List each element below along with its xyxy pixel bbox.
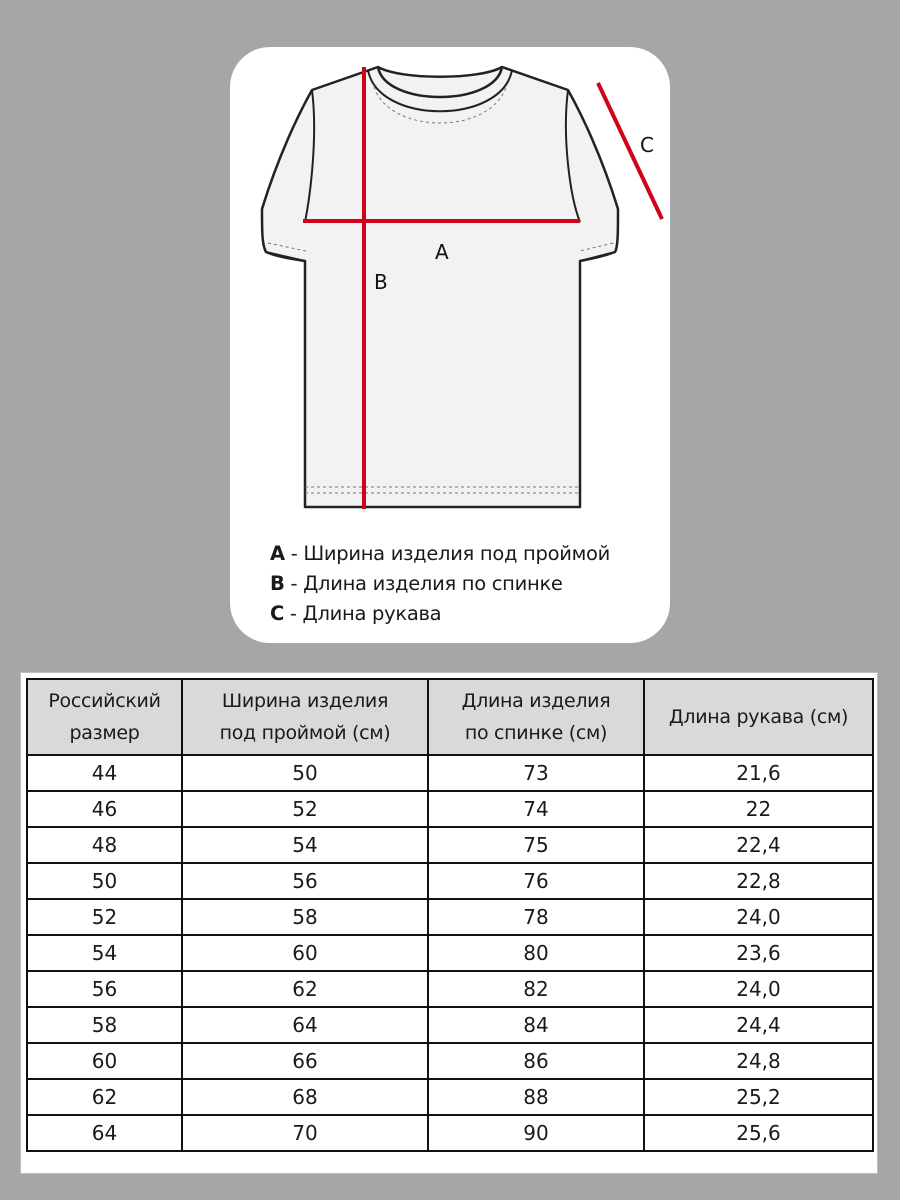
table-cell: 22: [644, 791, 873, 827]
table-cell: 86: [428, 1043, 644, 1079]
table-cell: 60: [27, 1043, 182, 1079]
tshirt-outline: [262, 67, 618, 507]
table-row: [27, 899, 873, 935]
table-cell: 70: [182, 1115, 428, 1151]
table-cell: 90: [428, 1115, 644, 1151]
table-cell: 24,8: [644, 1043, 873, 1079]
diagram-card: [230, 47, 670, 643]
table-row: [27, 935, 873, 971]
table-cell: 23,6: [644, 935, 873, 971]
label-a: A: [435, 240, 449, 264]
table-cell: 48: [27, 827, 182, 863]
legend-item-a: A - Ширина изделия под проймой: [270, 542, 610, 565]
table-cell: 80: [428, 935, 644, 971]
table-cell: 62: [182, 971, 428, 1007]
table-cell: 24,0: [644, 899, 873, 935]
table-cell: 25,2: [644, 1079, 873, 1115]
table-cell: 84: [428, 1007, 644, 1043]
table-row: [27, 791, 873, 827]
header-sleeve: Длина рукава (см): [644, 679, 873, 755]
table-cell: 21,6: [644, 755, 873, 791]
table-cell: 50: [27, 863, 182, 899]
table-cell: 58: [182, 899, 428, 935]
table-cell: 54: [27, 935, 182, 971]
table-cell: 60: [182, 935, 428, 971]
table-cell: 73: [428, 755, 644, 791]
header-width: Ширина изделия под проймой (см): [182, 679, 428, 755]
legend-item-b: B - Длина изделия по спинке: [270, 572, 563, 595]
table-cell: 54: [182, 827, 428, 863]
table-cell: 25,6: [644, 1115, 873, 1151]
table-cell: 64: [182, 1007, 428, 1043]
table-cell: 22,4: [644, 827, 873, 863]
table-row: [27, 755, 873, 791]
size-table-container: [20, 672, 878, 1174]
table-cell: 88: [428, 1079, 644, 1115]
table-cell: 46: [27, 791, 182, 827]
table-cell: 22,8: [644, 863, 873, 899]
label-b: B: [374, 270, 388, 294]
header-russian-size: Российский размер: [27, 679, 182, 755]
legend: [270, 539, 610, 629]
table-row: [27, 863, 873, 899]
table-cell: 75: [428, 827, 644, 863]
table-cell: 52: [27, 899, 182, 935]
table-cell: 56: [27, 971, 182, 1007]
table-cell: 24,0: [644, 971, 873, 1007]
table-cell: 58: [27, 1007, 182, 1043]
table-row: [27, 971, 873, 1007]
table-cell: 66: [182, 1043, 428, 1079]
table-row: [27, 827, 873, 863]
table-cell: 74: [428, 791, 644, 827]
table-cell: 82: [428, 971, 644, 1007]
table-cell: 62: [27, 1079, 182, 1115]
table-cell: 44: [27, 755, 182, 791]
legend-item-c: C - Длина рукава: [270, 602, 442, 625]
table-cell: 68: [182, 1079, 428, 1115]
header-length: Длина изделия по спинке (см): [428, 679, 644, 755]
table-cell: 76: [428, 863, 644, 899]
table-row: [27, 1043, 873, 1079]
table-cell: 64: [27, 1115, 182, 1151]
table-cell: 50: [182, 755, 428, 791]
label-c: C: [640, 133, 654, 157]
table-cell: 78: [428, 899, 644, 935]
size-table: [26, 678, 874, 1152]
table-header-row: [27, 679, 873, 755]
table-cell: 24,4: [644, 1007, 873, 1043]
table-row: [27, 1007, 873, 1043]
table-row: [27, 1115, 873, 1151]
table-row: [27, 1079, 873, 1115]
table-cell: 56: [182, 863, 428, 899]
table-cell: 52: [182, 791, 428, 827]
